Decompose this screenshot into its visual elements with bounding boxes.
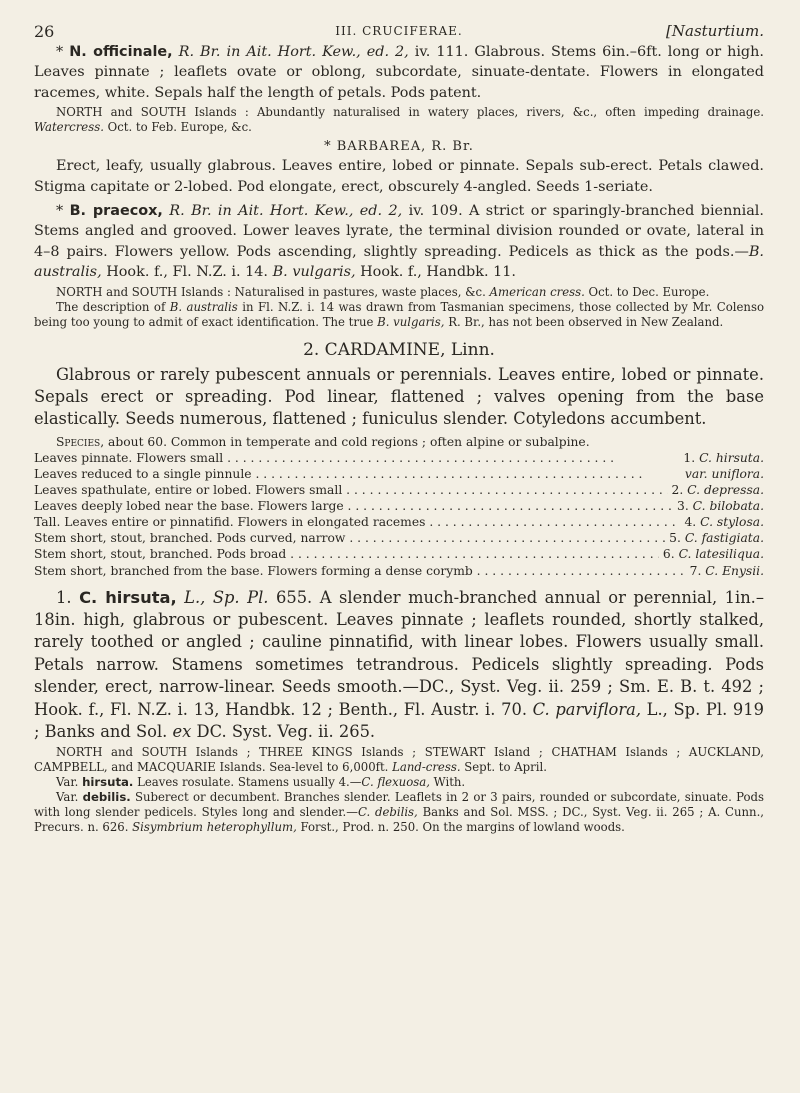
description: A strict or sparingly-branched biennial. Stems angled and grooved. Lower leaves lyrate, the terminal division rounded or ovate, lateral in 4–8 pairs. Flowers yellow. Pods ascending, slightly spreading. Pedicels as thick as the pods.— bbox=[34, 203, 764, 260]
citation: R. Br. in Ait. Hort. Kew., ed. 2, bbox=[178, 44, 409, 60]
variety-name: hirsuta. bbox=[82, 775, 134, 790]
key-target bbox=[668, 482, 764, 498]
citation-rest: iv. 111. bbox=[408, 44, 469, 60]
key-number: 5. bbox=[669, 531, 681, 546]
key-target bbox=[681, 466, 764, 482]
locality-n-officinale bbox=[34, 105, 764, 135]
key-taxon: C. bilobata. bbox=[692, 499, 764, 514]
species-name: B. praecox, bbox=[69, 203, 163, 220]
key-lead: Leaves reduced to a single pinnule . . . bbox=[34, 466, 681, 482]
citation: R. Br. in Ait. Hort. Kew., ed. 2, bbox=[169, 203, 403, 220]
key-number: 3. bbox=[677, 499, 689, 514]
key-row bbox=[34, 498, 764, 514]
variety-debilis bbox=[34, 790, 764, 835]
species-name: C. hirsuta, bbox=[79, 587, 177, 607]
key-taxon: C. fastigiata. bbox=[684, 531, 764, 546]
common-name: American cress. bbox=[485, 284, 585, 299]
key-taxon: C. Enysii. bbox=[705, 563, 764, 578]
species-label: Species, bbox=[56, 434, 105, 449]
key-target bbox=[680, 514, 764, 530]
key-taxon: C. hirsuta. bbox=[699, 450, 764, 465]
description: L., Sp. Pl. 919 ; Banks and Sol. bbox=[34, 699, 764, 742]
description: Glabrous. Stems 6in.–6ft. long or high. Leaves pinnate ; leaflets ovate or oblong, subcordate, sinuate-dentate. Flowers in elongated racemes, white. Sepals half the length of petals. Pods patent. bbox=[34, 44, 764, 101]
key-row bbox=[34, 563, 764, 579]
locality-end: Oct. to Dec. Europe. bbox=[584, 284, 710, 299]
description: DC. Syst. Veg. ii. 265. bbox=[191, 722, 376, 742]
species-c-hirsuta bbox=[34, 587, 764, 744]
variety-description: Leaves rosulate. Stamens usually 4.— bbox=[133, 775, 362, 790]
genus-description-barbarea: Erect, leafy, usually glabrous. Leaves entire, lobed or pinnate. Sepals sub-erect. Petals clawed. Stigma capitate or 2-lobed. Pod elongate, erect, obscurely 4-angled. Seeds 1-seriate. bbox=[34, 158, 764, 195]
species-number: 1. bbox=[56, 587, 80, 607]
synonym: B. australis, bbox=[34, 243, 764, 281]
key-taxon: C. stylosa. bbox=[700, 515, 764, 530]
key-target bbox=[659, 546, 764, 562]
citation-rest: iv. 109. bbox=[402, 203, 463, 220]
page-number: 26 bbox=[34, 22, 55, 41]
note-text: The description of bbox=[56, 299, 170, 314]
running-title: III. CRUCIFERAE. bbox=[335, 24, 463, 38]
species-count-text: about 60. Common in temperate and cold regions ; often alpine or subalpine. bbox=[104, 434, 590, 449]
synonym: B. vulgaris, bbox=[272, 264, 356, 281]
introduced-mark: * bbox=[56, 44, 70, 60]
locality-c-hirsuta bbox=[34, 745, 764, 775]
key-number: 6. bbox=[662, 547, 675, 562]
introduced-mark: * bbox=[56, 203, 70, 220]
note-b-australis bbox=[34, 300, 764, 330]
variety-description: Suberect or decumbent. Branches slender. Leaflets in 2 or 3 pairs, rounded or subcordate, sinuate. Pods with long slender pedicels. Styles long and slender.— bbox=[34, 790, 764, 820]
key-number: 1. bbox=[683, 450, 696, 465]
genus-description-cardamine: Glabrous or rarely pubescent annuals or perennials. Leaves entire, lobed or pinnate. Sepals erect or spreading. Pod linear, flattened ; valves opening from the base elastically. Seeds numerous, flattened ; funiculus slender. Cotyledons accumbent. bbox=[34, 364, 764, 429]
key-row bbox=[34, 514, 764, 530]
key-number: 4. bbox=[684, 515, 697, 530]
note-taxon: B. australis bbox=[169, 299, 238, 314]
note-text: R. Br., has not been observed in New Zealand. bbox=[444, 314, 724, 329]
species-count bbox=[34, 434, 764, 450]
key-taxon: C. latesiliqua. bbox=[678, 547, 764, 562]
key-lead: Leaves pinnate. Flowers small . . . bbox=[34, 450, 679, 466]
synonym: C. flexuosa, bbox=[361, 775, 430, 790]
key-lead: Stem short, branched from the base. Flowers forming a dense corymb . . . bbox=[34, 563, 686, 579]
locality-end: Sept. to April. bbox=[460, 760, 547, 775]
common-name: Land-cress. bbox=[388, 760, 461, 775]
locality-end: Oct. to Feb. Europe, &c. bbox=[103, 120, 252, 135]
variety-end: Forst., Prod. n. 250. On the margins of lowland woods. bbox=[296, 820, 625, 835]
key-number: 7. bbox=[689, 563, 702, 578]
variety-prefix: Var. bbox=[56, 790, 83, 805]
description: 655. A slender much-branched annual or perennial, 1in.–18in. high, glabrous or pubescent. Leaves pinnate ; leaflets rounded, shortly stalked, rarely toothed or angled ; cauline pinnatifid, with linear lobes. Flowers usually small. Petals narrow. Stamens sometimes tetrandrous. Pedicels slightly spreading. Pods slender, erect, narrow-linear. Seeds smooth.—DC., Syst. Veg. ii. 259 ; Sm. E. B. t. 492 ; Hook. f., Fl. N.Z. i. 13, Handbk. 12 ; Benth., Fl. Austr. i. 70. bbox=[34, 587, 764, 719]
key-lead: Tall. Leaves entire or pinnatifid. Flowers in elongated racemes . . . bbox=[34, 514, 680, 530]
genus-heading-cardamine: 2. CARDAMINE, Linn. bbox=[303, 339, 495, 360]
key-row bbox=[34, 450, 764, 466]
running-header bbox=[34, 18, 764, 42]
key-row bbox=[34, 546, 764, 562]
variety-hirsuta bbox=[34, 775, 764, 790]
genus-heading-barbarea: * BARBAREA, R. Br. bbox=[324, 139, 474, 155]
species-b-praecox bbox=[34, 201, 764, 283]
synonym: Sisymbrium heterophyllum, bbox=[132, 820, 297, 835]
key-row bbox=[34, 530, 764, 546]
key-lead: Stem short, stout, branched. Pods broad . . . bbox=[34, 546, 659, 562]
variety-name: debilis. bbox=[82, 790, 131, 805]
species-key bbox=[34, 450, 764, 579]
variety-end: With. bbox=[429, 775, 466, 790]
running-genus: [Nasturtium. bbox=[666, 22, 764, 40]
key-row bbox=[34, 466, 764, 482]
key-row bbox=[34, 482, 764, 498]
key-lead: Leaves spathulate, entire or lobed. Flowers small . . . bbox=[34, 482, 668, 498]
locality-text: NORTH and SOUTH Islands : Naturalised in pastures, waste places, &c. bbox=[56, 284, 486, 299]
key-taxon: C. depressa. bbox=[687, 483, 764, 498]
species-name: N. officinale, bbox=[69, 44, 173, 60]
key-target bbox=[686, 563, 764, 579]
key-target bbox=[665, 530, 764, 546]
locality-text: NORTH and SOUTH Islands : Abundantly naturalised in watery places, rivers, &c., often impeding drainage. bbox=[56, 105, 764, 120]
description: Hook. f., Fl. N.Z. i. 14. bbox=[101, 264, 273, 281]
key-lead: Stem short, stout, branched. Pods curved, narrow . . . bbox=[34, 530, 665, 546]
key-target bbox=[679, 450, 764, 466]
variety-description: Banks and Sol. MSS. ; DC., Syst. Veg. ii. 265 ; A. Cunn., Precurs. n. 626. bbox=[34, 805, 764, 835]
species-n-officinale bbox=[34, 42, 764, 103]
locality-text: NORTH and SOUTH Islands ; THREE KINGS Islands ; STEWART Island ; CHATHAM Islands ; AUCKLAND, CAMPBELL, and MACQUARIE Islands. Sea-level to 6,000ft. bbox=[34, 745, 764, 775]
citation: L., Sp. Pl. bbox=[176, 587, 269, 607]
key-target bbox=[673, 498, 764, 514]
key-number: 2. bbox=[671, 483, 684, 498]
common-name: Watercress. bbox=[34, 120, 104, 135]
key-lead: Leaves deeply lobed near the base. Flowers large . . . bbox=[34, 498, 673, 514]
variety-prefix: Var. bbox=[56, 775, 83, 790]
description: Hook. f., Handbk. 11. bbox=[355, 264, 516, 281]
locality-b-praecox bbox=[34, 285, 764, 300]
note-text: in Fl. N.Z. i. 14 was drawn from Tasmanian specimens, those collected by Mr. Colenso being too young to admit of exact identification. The true bbox=[34, 299, 764, 329]
key-taxon: var. uniflora. bbox=[684, 466, 764, 481]
synonym: C. parviflora, bbox=[532, 699, 642, 719]
synonym: C. debilis, bbox=[357, 805, 418, 820]
ex-word: ex bbox=[172, 722, 192, 742]
note-taxon: B. vulgaris, bbox=[377, 314, 445, 329]
